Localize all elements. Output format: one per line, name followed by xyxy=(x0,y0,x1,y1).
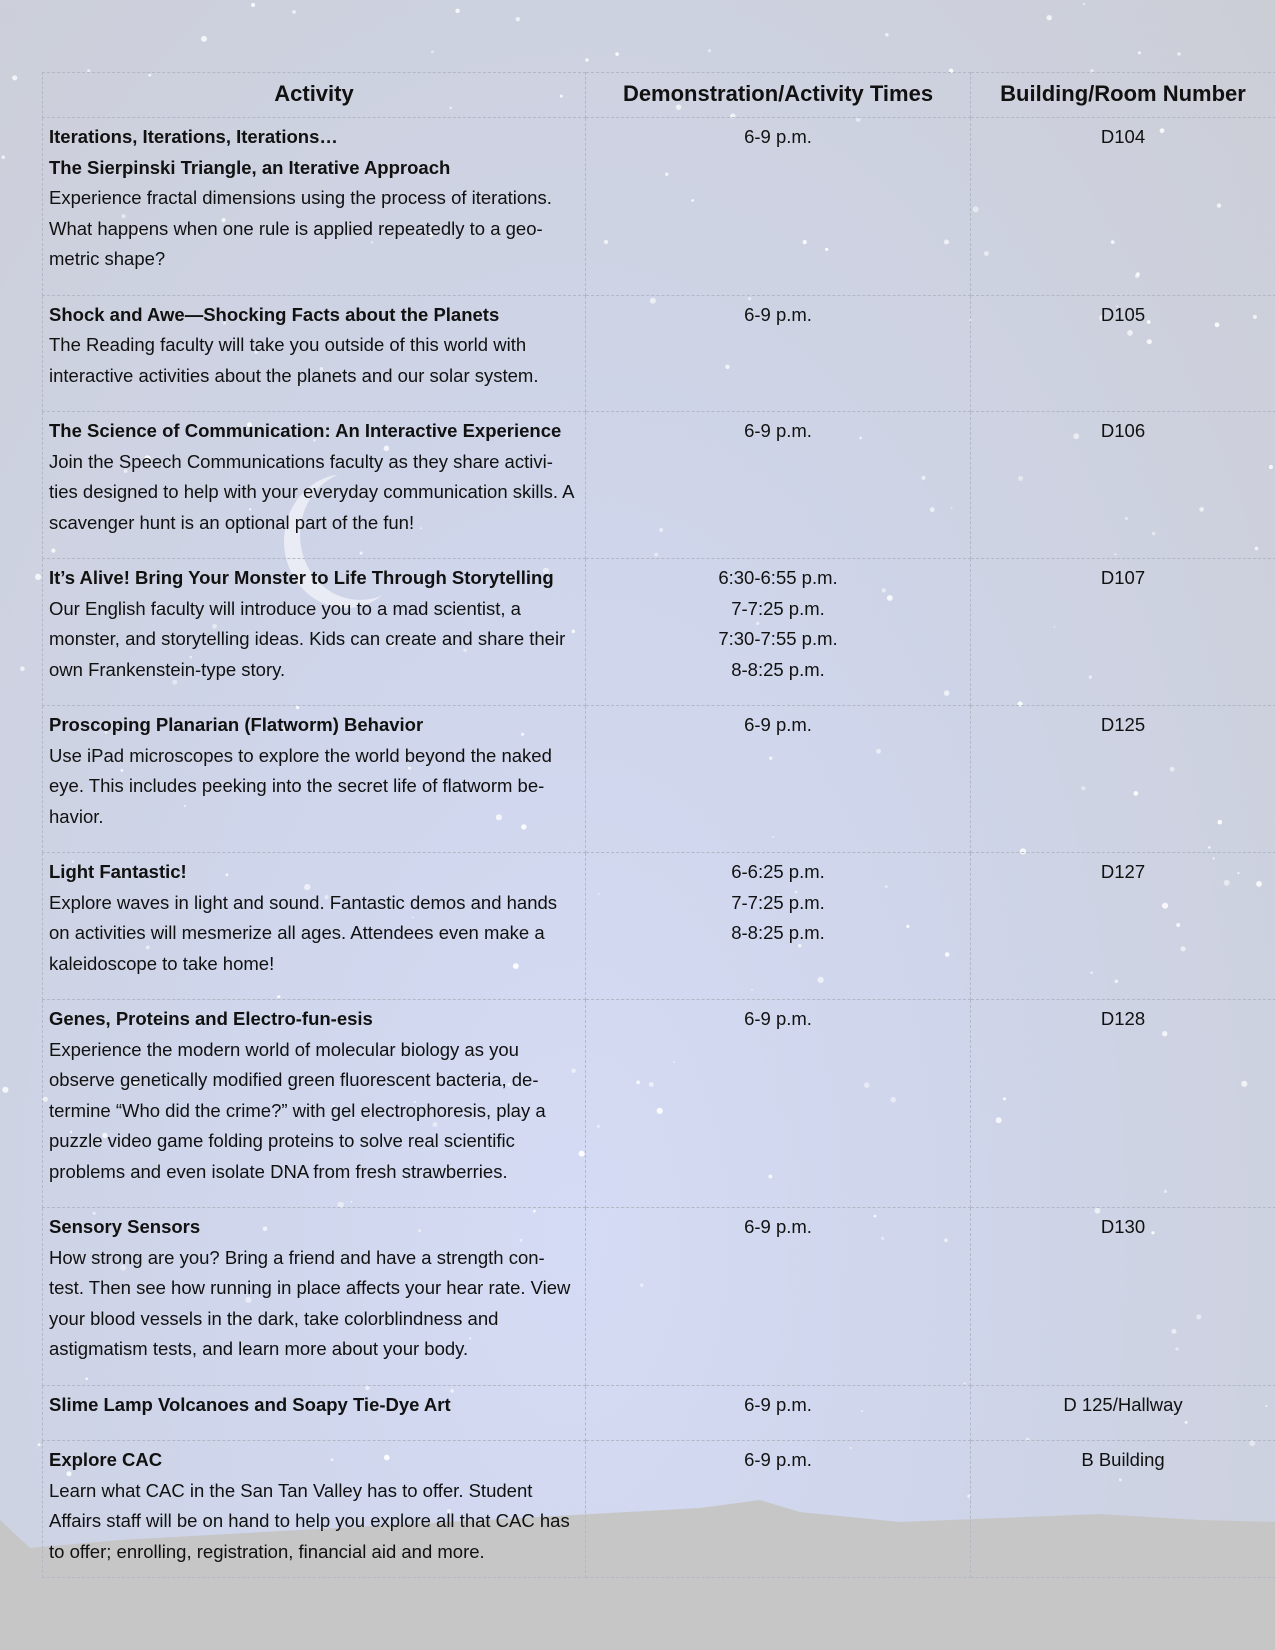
header-activity: Activity xyxy=(43,73,586,118)
table-row xyxy=(43,295,1275,412)
times-cell xyxy=(586,1441,971,1578)
activity-title: Genes, Proteins and Electro-fun-esis xyxy=(49,1008,373,1029)
time-slot: 8-8:25 p.m. xyxy=(731,658,825,680)
activity-description: Use iPad microscopes to explore the world beyond the naked eye. This includes peeking into the secret life of flatworm be-havior. xyxy=(49,744,552,827)
star xyxy=(2,156,5,159)
activity-title: Light Fantastic! xyxy=(49,861,187,882)
time-slot: 6-9 p.m. xyxy=(744,714,812,735)
table-row xyxy=(43,706,1275,853)
star xyxy=(251,3,255,7)
times-cell xyxy=(586,1208,971,1386)
time-slot: 6-9 p.m. xyxy=(744,1393,812,1415)
activity-title: Proscoping Planarian (Flatworm) Behavior xyxy=(49,714,424,735)
table-row xyxy=(43,118,1275,296)
star xyxy=(1047,15,1052,20)
activity-cell xyxy=(43,295,586,412)
time-slot: 6-9 p.m. xyxy=(744,1216,812,1237)
times-cell xyxy=(586,559,971,706)
activity-description: Learn what CAC in the San Tan Valley has to offer. Student Affairs staff will be on hand to help you explore all that CAC has to offer; enrolling, registration, financial aid and more. xyxy=(49,1479,570,1562)
activity-title: Slime Lamp Volcanoes and Soapy Tie-Dye Art xyxy=(49,1393,451,1415)
activity-cell xyxy=(43,1000,586,1208)
activity-description: How strong are you? Bring a friend and have a strength con-test. Then see how running in place affects your hear rate. View your blood vessels in the dark, take colorblindness and astigmatism tests, and learn more about your body. xyxy=(49,1246,571,1359)
room-cell: D127 xyxy=(971,853,1275,1000)
times-cell xyxy=(586,118,971,296)
star xyxy=(35,574,41,580)
star xyxy=(201,36,207,42)
times-cell xyxy=(586,412,971,559)
star xyxy=(12,75,17,80)
activity-title: Explore CAC xyxy=(49,1449,163,1470)
star xyxy=(585,58,588,61)
star xyxy=(615,52,619,56)
activity-title: Sensory Sensors xyxy=(49,1216,201,1237)
room-cell: D130 xyxy=(971,1208,1275,1386)
activity-title: Iterations, Iterations, Iterations… xyxy=(49,126,338,147)
table-row xyxy=(43,412,1275,559)
activity-cell xyxy=(43,1441,586,1578)
table-row xyxy=(43,1385,1275,1441)
star xyxy=(292,10,296,14)
star xyxy=(708,49,711,52)
room-cell: D125 xyxy=(971,706,1275,853)
star xyxy=(455,9,459,13)
star xyxy=(431,50,434,53)
star xyxy=(1177,52,1180,55)
star xyxy=(20,666,25,671)
room-cell: D 125/Hallway xyxy=(971,1385,1275,1441)
activity-description: Join the Speech Communications faculty as they share activi-ties designed to help with your everyday communication skills. A scavenger hunt is an optional part of the fun! xyxy=(49,450,574,533)
activity-cell xyxy=(43,559,586,706)
star xyxy=(2,1087,8,1093)
activity-description: Our English faculty will introduce you to a mad scientist, a monster, and storytelling ideas. Kids can create and share their own Frankenstein-type story. xyxy=(49,597,566,680)
activity-cell xyxy=(43,706,586,853)
time-slot: 6:30-6:55 p.m. xyxy=(718,567,838,588)
header-times: Demonstration/Activity Times xyxy=(586,73,971,118)
room-cell: D106 xyxy=(971,412,1275,559)
activity-schedule-table xyxy=(42,72,1275,1578)
star xyxy=(1083,3,1085,5)
time-slot: 6-9 p.m. xyxy=(744,126,812,147)
time-slot: 8-8:25 p.m. xyxy=(731,922,825,943)
times-cell xyxy=(586,1385,971,1441)
activity-cell xyxy=(43,118,586,296)
activity-title: It’s Alive! Bring Your Monster to Life Through Storytelling xyxy=(49,567,554,588)
activity-title: The Science of Communication: An Interactive Experience xyxy=(49,420,562,441)
table-row xyxy=(43,853,1275,1000)
table-header-row xyxy=(43,73,1275,118)
time-slot: 6-9 p.m. xyxy=(744,1008,812,1029)
time-slot: 6-9 p.m. xyxy=(744,420,812,441)
activity-title: Shock and Awe—Shocking Facts about the Planets xyxy=(49,303,500,325)
table-row xyxy=(43,1208,1275,1386)
table-row xyxy=(43,559,1275,706)
activity-cell xyxy=(43,412,586,559)
activity-cell xyxy=(43,1385,586,1441)
room-cell: D128 xyxy=(971,1000,1275,1208)
star xyxy=(38,1443,41,1446)
times-cell xyxy=(586,853,971,1000)
room-cell: D107 xyxy=(971,559,1275,706)
room-cell: D105 xyxy=(971,295,1275,412)
time-slot: 7-7:25 p.m. xyxy=(731,597,825,619)
activity-cell xyxy=(43,853,586,1000)
star xyxy=(885,33,889,37)
activity-description: Experience fractal dimensions using the process of iterations. What happens when one rule is applied repeatedly to a geo-metric shape? xyxy=(49,187,552,269)
activity-description: Explore waves in light and sound. Fantastic demos and hands on activities will mesmerize all ages. Attendees even make a kaleidoscope to take home! xyxy=(49,891,558,974)
time-slot: 6-6:25 p.m. xyxy=(731,861,825,882)
time-slot: 6-9 p.m. xyxy=(744,1449,812,1470)
activity-subtitle: The Sierpinski Triangle, an Iterative Approach xyxy=(49,156,451,178)
room-cell: B Building xyxy=(971,1441,1275,1578)
activity-description: The Reading faculty will take you outside of this world with interactive activities about the planets and our solar system. xyxy=(49,334,539,386)
activity-cell xyxy=(43,1208,586,1386)
room-cell: D104 xyxy=(971,118,1275,296)
time-slot: 7:30-7:55 p.m. xyxy=(718,628,838,649)
activity-description: Experience the modern world of molecular biology as you observe genetically modified green fluorescent bacteria, de-termine “Who did the crime?” with gel electrophoresis, play a puzzle video game folding proteins to solve real scientific problems and even isolate DNA from fresh strawberries. xyxy=(49,1038,546,1182)
time-slot: 7-7:25 p.m. xyxy=(731,891,825,913)
star xyxy=(516,17,520,21)
table-row xyxy=(43,1441,1275,1578)
star xyxy=(1138,51,1141,54)
header-room: Building/Room Number xyxy=(971,73,1275,118)
times-cell xyxy=(586,295,971,412)
times-cell xyxy=(586,1000,971,1208)
table-row xyxy=(43,1000,1275,1208)
times-cell xyxy=(586,706,971,853)
time-slot: 6-9 p.m. xyxy=(744,303,812,325)
